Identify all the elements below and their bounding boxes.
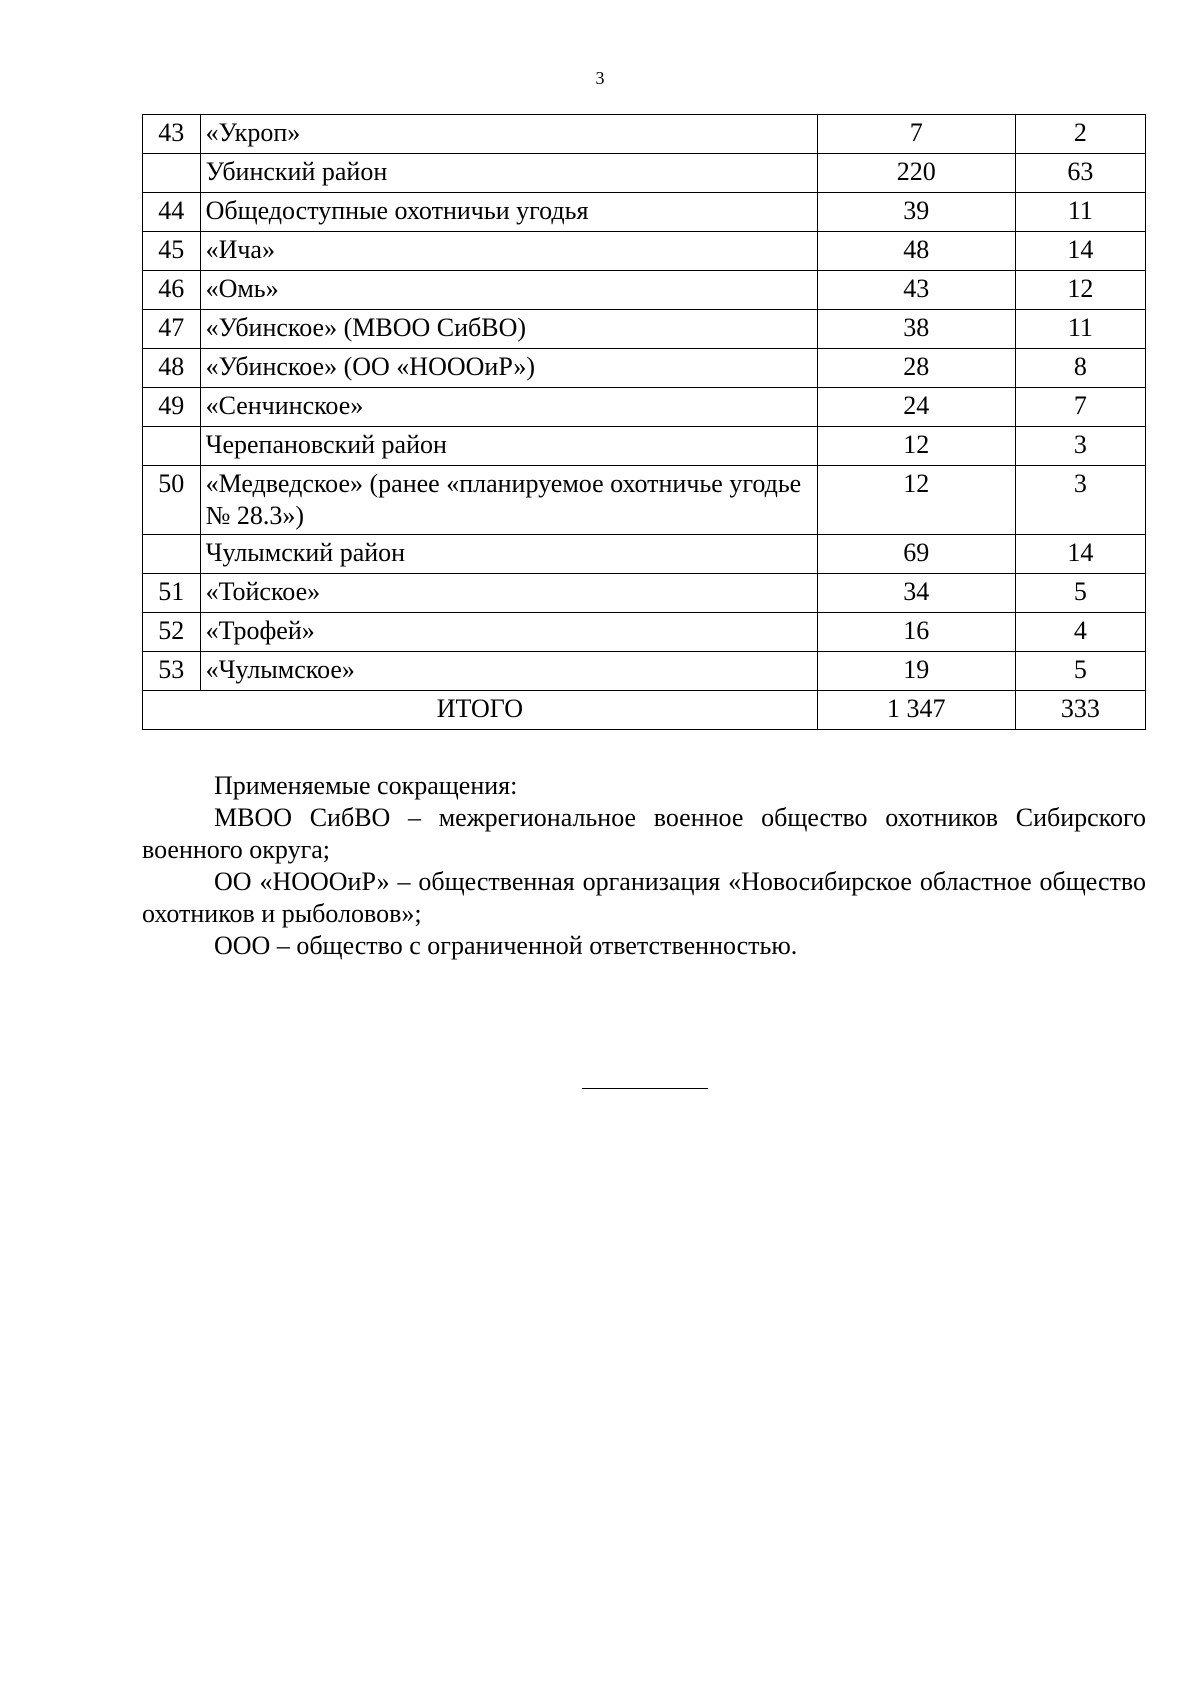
row-name: «Тойское» xyxy=(200,574,817,613)
row-value-b: 14 xyxy=(1015,535,1145,574)
table-row xyxy=(143,388,1146,427)
row-value-b: 8 xyxy=(1015,349,1145,388)
table-row xyxy=(143,574,1146,613)
row-value-a: 69 xyxy=(817,535,1015,574)
row-value-a: 43 xyxy=(817,271,1015,310)
hunting-grounds-table xyxy=(142,114,1146,730)
row-value-a: 34 xyxy=(817,574,1015,613)
total-value-b: 333 xyxy=(1015,691,1145,730)
row-value-b: 11 xyxy=(1015,193,1145,232)
row-number: 49 xyxy=(143,388,201,427)
row-value-b: 3 xyxy=(1015,466,1145,535)
table-row xyxy=(143,466,1146,535)
row-value-a: 24 xyxy=(817,388,1015,427)
row-value-b: 12 xyxy=(1015,271,1145,310)
row-value-a: 16 xyxy=(817,613,1015,652)
row-value-a: 28 xyxy=(817,349,1015,388)
row-name: «Трофей» xyxy=(200,613,817,652)
row-number: 43 xyxy=(143,115,201,154)
end-rule-divider xyxy=(582,1088,708,1089)
row-value-b: 3 xyxy=(1015,427,1145,466)
row-number: 53 xyxy=(143,652,201,691)
abbreviation-item: ОО «НОООиР» – общественная организация «Новосибирское областное общество охотников и рыболовов»; xyxy=(142,867,1146,928)
row-value-a: 38 xyxy=(817,310,1015,349)
table-row xyxy=(143,427,1146,466)
table-row xyxy=(143,349,1146,388)
row-number: 45 xyxy=(143,232,201,271)
row-name: «Сенчинское» xyxy=(200,388,817,427)
row-value-b: 5 xyxy=(1015,652,1145,691)
table-row xyxy=(143,652,1146,691)
row-value-a: 220 xyxy=(817,154,1015,193)
table-row xyxy=(143,310,1146,349)
table-row xyxy=(143,154,1146,193)
row-name: «Убинское» (МВОО СибВО) xyxy=(200,310,817,349)
table-row xyxy=(143,115,1146,154)
row-name: Убинский район xyxy=(200,154,817,193)
row-value-b: 63 xyxy=(1015,154,1145,193)
row-number: 44 xyxy=(143,193,201,232)
row-value-a: 39 xyxy=(817,193,1015,232)
row-name: «Медведское» (ранее «планируемое охотничье угодье № 28.3») xyxy=(200,466,817,535)
row-value-b: 7 xyxy=(1015,388,1145,427)
row-value-a: 19 xyxy=(817,652,1015,691)
row-value-b: 5 xyxy=(1015,574,1145,613)
abbreviation-item: ООО – общество с ограниченной ответственностью. xyxy=(214,931,798,960)
row-number: 51 xyxy=(143,574,201,613)
row-name: «Убинское» (ОО «НОООиР») xyxy=(200,349,817,388)
page-number: 3 xyxy=(595,68,605,88)
row-number xyxy=(143,154,201,193)
row-number: 48 xyxy=(143,349,201,388)
abbreviations-heading: Применяемые сокращения: xyxy=(214,771,518,800)
row-name: «Укроп» xyxy=(200,115,817,154)
table-total-row xyxy=(143,691,1146,730)
row-value-a: 7 xyxy=(817,115,1015,154)
row-name: «Ича» xyxy=(200,232,817,271)
row-value-a: 12 xyxy=(817,466,1015,535)
row-number xyxy=(143,427,201,466)
row-name: Общедоступные охотничьи угодья xyxy=(200,193,817,232)
row-number: 46 xyxy=(143,271,201,310)
total-label: ИТОГО xyxy=(143,691,818,730)
total-value-a: 1 347 xyxy=(817,691,1015,730)
row-name: «Омь» xyxy=(200,271,817,310)
row-value-a: 48 xyxy=(817,232,1015,271)
table-row xyxy=(143,271,1146,310)
row-value-b: 2 xyxy=(1015,115,1145,154)
row-value-a: 12 xyxy=(817,427,1015,466)
abbreviation-item: МВОО СибВО – межрегиональное военное общество охотников Сибирского военного округа; xyxy=(142,803,1146,864)
row-value-b: 14 xyxy=(1015,232,1145,271)
row-value-b: 11 xyxy=(1015,310,1145,349)
row-value-b: 4 xyxy=(1015,613,1145,652)
row-name: Чулымский район xyxy=(200,535,817,574)
row-name: «Чулымское» xyxy=(200,652,817,691)
table-row xyxy=(143,193,1146,232)
table-row xyxy=(143,613,1146,652)
row-number: 47 xyxy=(143,310,201,349)
abbreviations-notes xyxy=(142,770,1146,962)
row-number: 50 xyxy=(143,466,201,535)
row-number: 52 xyxy=(143,613,201,652)
row-name: Черепановский район xyxy=(200,427,817,466)
row-number xyxy=(143,535,201,574)
table-row xyxy=(143,535,1146,574)
table-row xyxy=(143,232,1146,271)
